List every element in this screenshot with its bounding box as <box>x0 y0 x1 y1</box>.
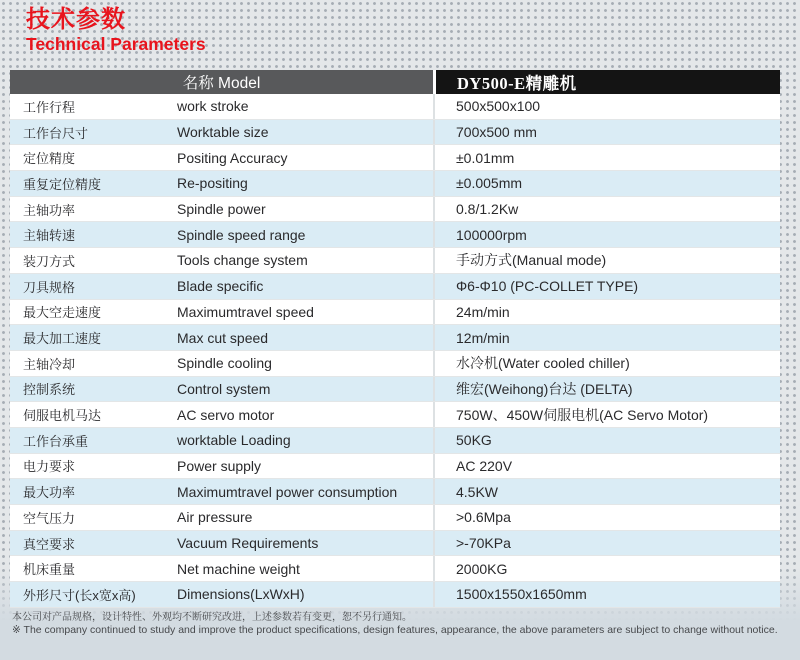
param-name-cn: 主轴功率 <box>23 202 76 218</box>
param-value: 700x500 mm <box>433 120 780 145</box>
param-name-en: Max cut speed <box>177 329 269 346</box>
param-value: 500x500x100 <box>433 94 780 119</box>
param-name-cn: 刀具规格 <box>23 279 76 295</box>
param-name-cn: 真空要求 <box>23 536 76 552</box>
param-name-en: Vacuum Requirements <box>177 535 319 552</box>
page-title <box>26 6 206 55</box>
param-name-en: Net machine weight <box>177 560 300 577</box>
param-value: 维宏(Weihong)台达 (DELTA) <box>433 377 780 402</box>
param-name-en: Tools change system <box>177 252 308 269</box>
table-row <box>10 325 780 351</box>
param-name-cn: 最大加工速度 <box>23 331 102 347</box>
table-row <box>10 531 780 557</box>
table-row <box>10 274 780 300</box>
param-name-en: Maximumtravel speed <box>177 303 314 320</box>
param-value: 0.8/1.2Kw <box>433 197 780 222</box>
table-row <box>10 454 780 480</box>
table-row <box>10 145 780 171</box>
header-model-label: 名称 Model <box>10 70 433 94</box>
param-name-en: Blade specific <box>177 278 264 295</box>
param-name-en: Control system <box>177 380 271 397</box>
param-name-en: worktable Loading <box>177 432 291 449</box>
param-value: 1500x1550x1650mm <box>433 582 780 607</box>
param-value: >-70KPa <box>433 531 780 556</box>
param-name-en: Spindle power <box>177 201 266 218</box>
table-row <box>10 197 780 223</box>
param-value: AC 220V <box>433 454 780 479</box>
footer-note-cn: 本公司对产品规格，设计特性、外观均不断研究改进，上述参数若有变更，恕不另行通知。 <box>12 612 412 623</box>
table-row <box>10 300 780 326</box>
table-row <box>10 479 780 505</box>
table-row <box>10 248 780 274</box>
param-value: 12m/min <box>433 325 780 350</box>
table-row <box>10 505 780 531</box>
table-row <box>10 377 780 403</box>
title-english: Technical Parameters <box>26 34 206 54</box>
param-value: 100000rpm <box>433 222 780 247</box>
table-row <box>10 402 780 428</box>
param-name-cn: 机床重量 <box>23 562 76 578</box>
param-name-cn: 定位精度 <box>23 151 76 167</box>
param-value: 750W、450W伺服电机(AC Servo Motor) <box>433 402 780 427</box>
table-row <box>10 94 780 120</box>
table-row <box>10 222 780 248</box>
table-header <box>10 70 780 94</box>
table-row <box>10 428 780 454</box>
param-name-cn: 工作台承重 <box>23 433 89 449</box>
param-value: ±0.01mm <box>433 145 780 170</box>
param-name-en: Power supply <box>177 457 262 474</box>
param-value: 2000KG <box>433 556 780 581</box>
param-name-en: Maximumtravel power consumption <box>177 483 398 500</box>
param-value: 50KG <box>433 428 780 453</box>
table-row <box>10 171 780 197</box>
param-name-cn: 控制系统 <box>23 382 76 398</box>
param-name-cn: 最大功率 <box>23 485 76 501</box>
header-model-value: DY500-E精雕机 <box>433 70 780 94</box>
param-name-cn: 伺服电机马达 <box>23 408 102 424</box>
param-value: 24m/min <box>433 300 780 325</box>
param-name-cn: 空气压力 <box>23 510 76 526</box>
param-name-en: Spindle speed range <box>177 226 306 243</box>
table-row <box>10 351 780 377</box>
param-name-cn: 主轴转速 <box>23 228 76 244</box>
param-name-cn: 重复定位精度 <box>23 176 102 192</box>
param-name-cn: 工作台尺寸 <box>23 125 89 141</box>
param-name-cn: 外形尺寸(长x宽x高) <box>23 587 136 603</box>
param-name-en: Worktable size <box>177 124 269 141</box>
param-name-cn: 主轴冷却 <box>23 356 76 372</box>
param-name-en: Re-positing <box>177 175 248 192</box>
param-name-en: work stroke <box>177 98 249 115</box>
param-value: 水冷机(Water cooled chiller) <box>433 351 780 376</box>
param-value: 手动方式(Manual mode) <box>433 248 780 273</box>
param-value: ±0.005mm <box>433 171 780 196</box>
footer-notes <box>12 611 788 637</box>
table-row <box>10 120 780 146</box>
table-body <box>10 94 780 608</box>
param-name-en: AC servo motor <box>177 406 275 423</box>
title-chinese: 技术参数 <box>26 6 126 33</box>
param-name-en: Positing Accuracy <box>177 149 288 166</box>
param-name-en: Air pressure <box>177 509 253 526</box>
param-name-cn: 装刀方式 <box>23 253 76 269</box>
param-name-en: Spindle cooling <box>177 355 272 372</box>
footer-note-en: ※ The company continued to study and improve the product specifications, design features, appearance, the above parameters are subject to change without notice. <box>12 624 778 636</box>
table-row <box>10 556 780 582</box>
param-name-cn: 工作行程 <box>23 99 76 115</box>
param-value: 4.5KW <box>433 479 780 504</box>
param-name-en: Dimensions(LxWxH) <box>177 586 305 603</box>
param-value: >0.6Mpa <box>433 505 780 530</box>
param-value: Φ6-Φ10 (PC-COLLET TYPE) <box>433 274 780 299</box>
table-row <box>10 582 780 608</box>
param-name-cn: 电力要求 <box>23 459 76 475</box>
spec-table <box>10 70 780 608</box>
param-name-cn: 最大空走速度 <box>23 305 102 321</box>
